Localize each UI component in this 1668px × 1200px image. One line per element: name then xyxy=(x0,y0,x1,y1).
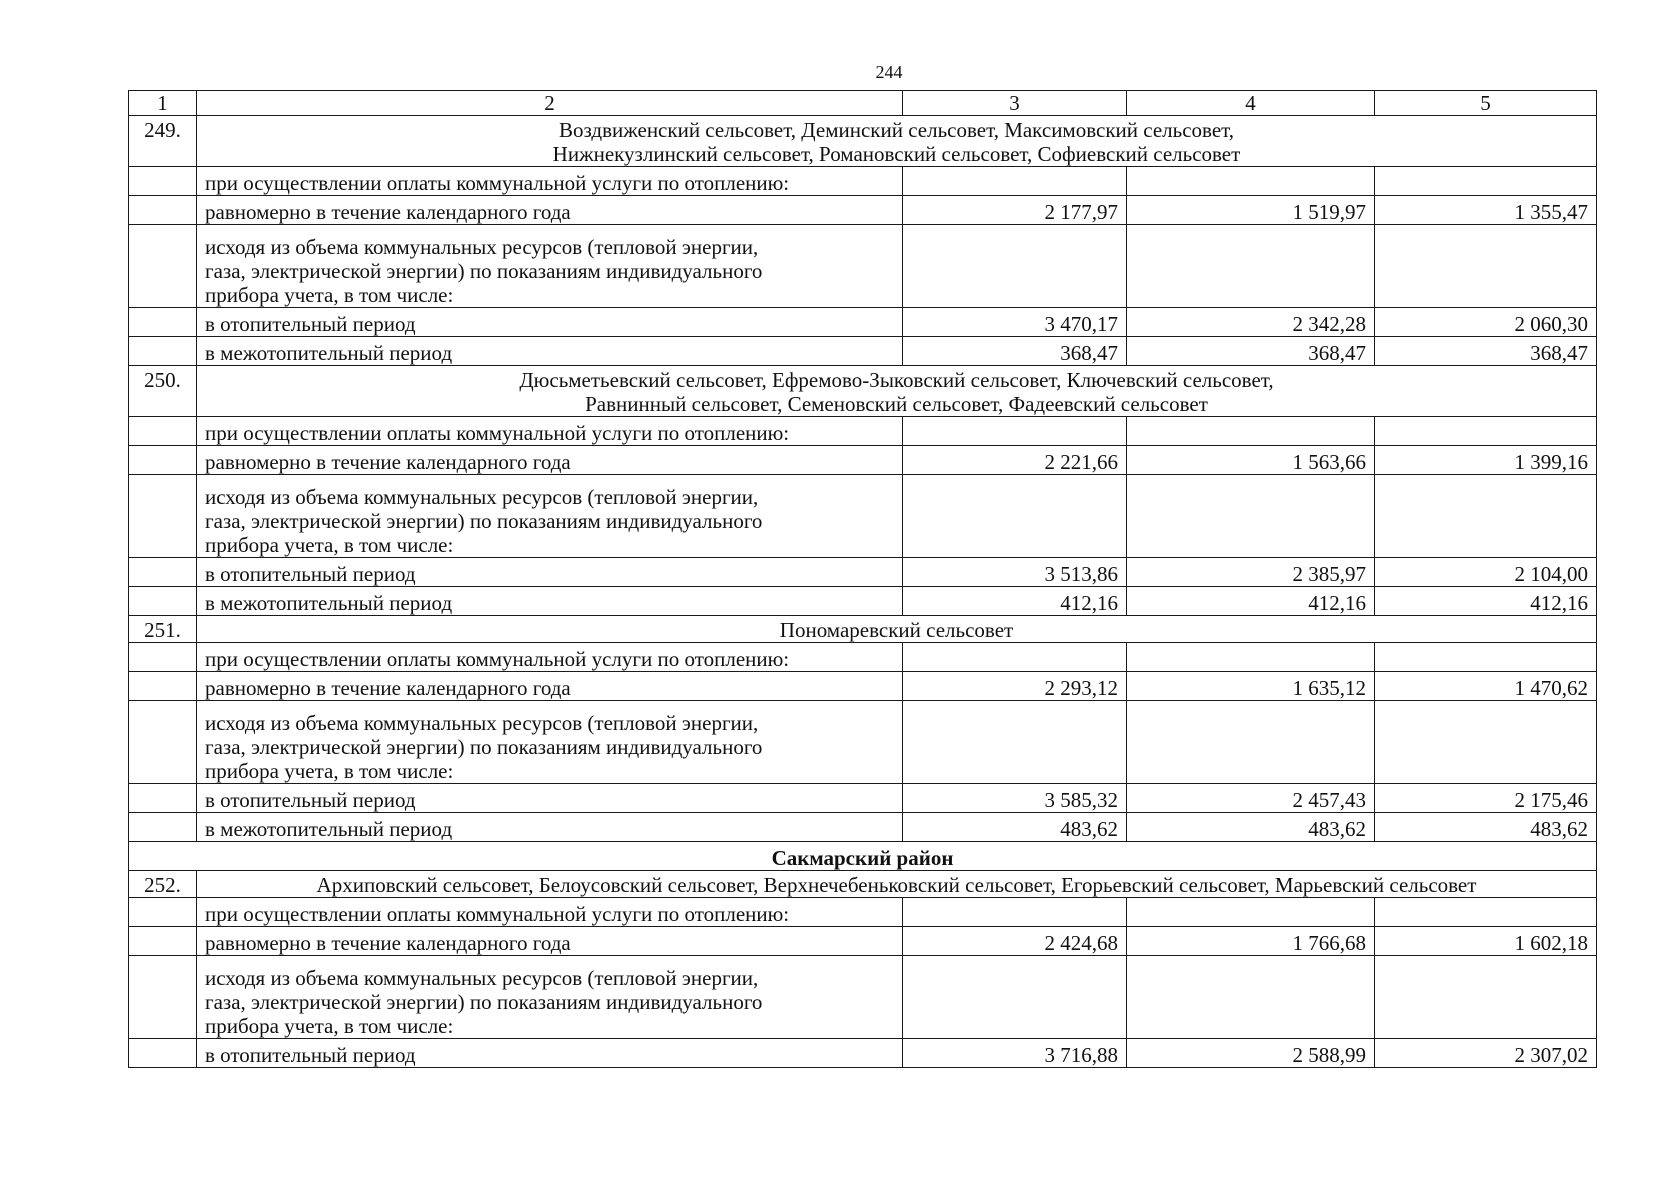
group-title-line: Архиповский сельсовет, Белоусовский сельсовет, Верхнечебеньковский сельсовет, Егорьевский сельсовет, Марьевский сельсовет xyxy=(316,873,1477,897)
heating-period-row xyxy=(129,308,1597,337)
empty-cell xyxy=(1127,701,1375,784)
empty-cell xyxy=(129,558,197,587)
empty-cell xyxy=(129,337,197,366)
empty-cell xyxy=(1127,643,1375,672)
row-label: в межотопительный период xyxy=(197,813,903,842)
value-cell: 2 104,00 xyxy=(1375,558,1597,587)
empty-cell xyxy=(903,898,1127,927)
row-label: равномерно в течение календарного года xyxy=(197,927,903,956)
value-cell: 1 766,68 xyxy=(1127,927,1375,956)
empty-cell xyxy=(1127,417,1375,446)
group-title xyxy=(197,616,1597,643)
off-heating-period-row xyxy=(129,337,1597,366)
group-title-row xyxy=(129,366,1597,417)
empty-cell xyxy=(1375,956,1597,1039)
evenly-row xyxy=(129,196,1597,225)
group-title-line: Воздвиженский сельсовет, Деминский сельсовет, Максимовский сельсовет, xyxy=(559,118,1234,142)
value-cell: 2 457,43 xyxy=(1127,784,1375,813)
row-label xyxy=(197,956,903,1039)
value-cell: 2 385,97 xyxy=(1127,558,1375,587)
empty-cell xyxy=(129,898,197,927)
evenly-row xyxy=(129,446,1597,475)
header-cell: 2 xyxy=(197,91,903,116)
value-cell: 2 293,12 xyxy=(903,672,1127,701)
off-heating-period-row xyxy=(129,813,1597,842)
value-cell: 2 307,02 xyxy=(1375,1039,1597,1068)
row-label: в межотопительный период xyxy=(197,337,903,366)
meter-description-row xyxy=(129,701,1597,784)
group-title xyxy=(197,366,1597,417)
row-label-line: прибора учета, в том числе: xyxy=(205,759,454,783)
empty-cell xyxy=(1127,167,1375,196)
empty-cell xyxy=(903,225,1127,308)
group-title-line: Нижнекузлинский сельсовет, Романовский сельсовет, Софиевский сельсовет xyxy=(552,142,1241,166)
heating-payment-row xyxy=(129,898,1597,927)
value-cell: 368,47 xyxy=(1127,337,1375,366)
tariff-table xyxy=(128,90,1597,1068)
row-number: 252. xyxy=(129,871,197,898)
meter-description-row xyxy=(129,475,1597,558)
value-cell: 2 060,30 xyxy=(1375,308,1597,337)
empty-cell xyxy=(1375,475,1597,558)
empty-cell xyxy=(1375,898,1597,927)
row-label: при осуществлении оплаты коммунальной услуги по отоплению: xyxy=(197,167,903,196)
group-title xyxy=(197,116,1597,167)
empty-cell xyxy=(129,956,197,1039)
row-number: 251. xyxy=(129,616,197,643)
group-title-row xyxy=(129,116,1597,167)
value-cell: 1 635,12 xyxy=(1127,672,1375,701)
value-cell: 2 175,46 xyxy=(1375,784,1597,813)
value-cell: 2 588,99 xyxy=(1127,1039,1375,1068)
page-number: 244 xyxy=(875,62,903,82)
row-label xyxy=(197,225,903,308)
off-heating-period-row xyxy=(129,587,1597,616)
empty-cell xyxy=(903,701,1127,784)
empty-cell xyxy=(903,167,1127,196)
empty-cell xyxy=(903,475,1127,558)
value-cell: 412,16 xyxy=(1375,587,1597,616)
value-cell: 483,62 xyxy=(1127,813,1375,842)
empty-cell xyxy=(129,672,197,701)
heating-period-row xyxy=(129,558,1597,587)
header-cell: 3 xyxy=(903,91,1127,116)
section-row xyxy=(129,842,1597,871)
row-label-line: исходя из объема коммунальных ресурсов (тепловой энергии, xyxy=(205,235,759,259)
row-label: равномерно в течение календарного года xyxy=(197,446,903,475)
value-cell: 1 602,18 xyxy=(1375,927,1597,956)
row-label-line: газа, электрической энергии) по показаниям индивидуального xyxy=(205,509,763,533)
row-label-line: прибора учета, в том числе: xyxy=(205,283,454,307)
empty-cell xyxy=(129,196,197,225)
value-cell: 3 716,88 xyxy=(903,1039,1127,1068)
empty-cell xyxy=(1375,701,1597,784)
value-cell: 1 519,97 xyxy=(1127,196,1375,225)
value-cell: 483,62 xyxy=(1375,813,1597,842)
value-cell: 3 470,17 xyxy=(903,308,1127,337)
value-cell: 412,16 xyxy=(903,587,1127,616)
heating-payment-row xyxy=(129,167,1597,196)
empty-cell xyxy=(1375,417,1597,446)
heating-payment-row xyxy=(129,417,1597,446)
meter-description-row xyxy=(129,225,1597,308)
header-cell: 1 xyxy=(129,91,197,116)
group-title-line: Дюсьметьевский сельсовет, Ефремово-Зыковский сельсовет, Ключевский сельсовет, xyxy=(519,368,1274,392)
empty-cell xyxy=(1127,225,1375,308)
value-cell: 2 424,68 xyxy=(903,927,1127,956)
empty-cell xyxy=(129,587,197,616)
empty-cell xyxy=(903,956,1127,1039)
group-title-line: Равнинный сельсовет, Семеновский сельсовет, Фадеевский сельсовет xyxy=(585,392,1208,416)
row-label: при осуществлении оплаты коммунальной услуги по отоплению: xyxy=(197,643,903,672)
row-label: в отопительный период xyxy=(197,1039,903,1068)
empty-cell xyxy=(1127,475,1375,558)
group-title-row xyxy=(129,616,1597,643)
row-label-line: исходя из объема коммунальных ресурсов (тепловой энергии, xyxy=(205,966,759,990)
value-cell: 2 221,66 xyxy=(903,446,1127,475)
evenly-row xyxy=(129,927,1597,956)
row-label: при осуществлении оплаты коммунальной услуги по отоплению: xyxy=(197,417,903,446)
empty-cell xyxy=(129,813,197,842)
row-label-line: исходя из объема коммунальных ресурсов (тепловой энергии, xyxy=(205,485,759,509)
group-title-row xyxy=(129,871,1597,898)
row-label: в отопительный период xyxy=(197,558,903,587)
row-label xyxy=(197,475,903,558)
row-label: при осуществлении оплаты коммунальной услуги по отоплению: xyxy=(197,898,903,927)
heating-period-row xyxy=(129,1039,1597,1068)
heating-period-row xyxy=(129,784,1597,813)
value-cell: 1 470,62 xyxy=(1375,672,1597,701)
value-cell: 368,47 xyxy=(903,337,1127,366)
row-label-line: газа, электрической энергии) по показаниям индивидуального xyxy=(205,990,763,1014)
row-label-line: прибора учета, в том числе: xyxy=(205,533,454,557)
empty-cell xyxy=(1375,643,1597,672)
header-cell: 5 xyxy=(1375,91,1597,116)
empty-cell xyxy=(903,643,1127,672)
value-cell: 3 585,32 xyxy=(903,784,1127,813)
header-cell: 4 xyxy=(1127,91,1375,116)
empty-cell xyxy=(1127,898,1375,927)
empty-cell xyxy=(903,417,1127,446)
row-label: в межотопительный период xyxy=(197,587,903,616)
group-title xyxy=(197,871,1597,898)
row-label-line: газа, электрической энергии) по показаниям индивидуального xyxy=(205,735,763,759)
row-number: 249. xyxy=(129,116,197,167)
value-cell: 2 342,28 xyxy=(1127,308,1375,337)
empty-cell xyxy=(129,927,197,956)
empty-cell xyxy=(129,446,197,475)
row-label xyxy=(197,701,903,784)
row-label: в отопительный период xyxy=(197,308,903,337)
empty-cell xyxy=(129,167,197,196)
header-row xyxy=(129,91,1597,116)
empty-cell xyxy=(129,701,197,784)
meter-description-row xyxy=(129,956,1597,1039)
empty-cell xyxy=(129,308,197,337)
empty-cell xyxy=(129,643,197,672)
row-label-line: прибора учета, в том числе: xyxy=(205,1014,454,1038)
value-cell: 412,16 xyxy=(1127,587,1375,616)
row-label-line: исходя из объема коммунальных ресурсов (тепловой энергии, xyxy=(205,711,759,735)
empty-cell xyxy=(129,784,197,813)
heating-payment-row xyxy=(129,643,1597,672)
empty-cell xyxy=(1375,225,1597,308)
empty-cell xyxy=(129,417,197,446)
value-cell: 483,62 xyxy=(903,813,1127,842)
row-label: в отопительный период xyxy=(197,784,903,813)
empty-cell xyxy=(1375,167,1597,196)
group-title-line: Пономаревский сельсовет xyxy=(779,618,1014,642)
empty-cell xyxy=(129,225,197,308)
row-label: равномерно в течение календарного года xyxy=(197,672,903,701)
section-title: Сакмарский район xyxy=(129,842,1597,871)
row-label: равномерно в течение календарного года xyxy=(197,196,903,225)
value-cell: 3 513,86 xyxy=(903,558,1127,587)
empty-cell xyxy=(129,1039,197,1068)
value-cell: 1 355,47 xyxy=(1375,196,1597,225)
value-cell: 2 177,97 xyxy=(903,196,1127,225)
row-number: 250. xyxy=(129,366,197,417)
value-cell: 1 399,16 xyxy=(1375,446,1597,475)
evenly-row xyxy=(129,672,1597,701)
value-cell: 368,47 xyxy=(1375,337,1597,366)
empty-cell xyxy=(1127,956,1375,1039)
empty-cell xyxy=(129,475,197,558)
row-label-line: газа, электрической энергии) по показаниям индивидуального xyxy=(205,259,763,283)
value-cell: 1 563,66 xyxy=(1127,446,1375,475)
